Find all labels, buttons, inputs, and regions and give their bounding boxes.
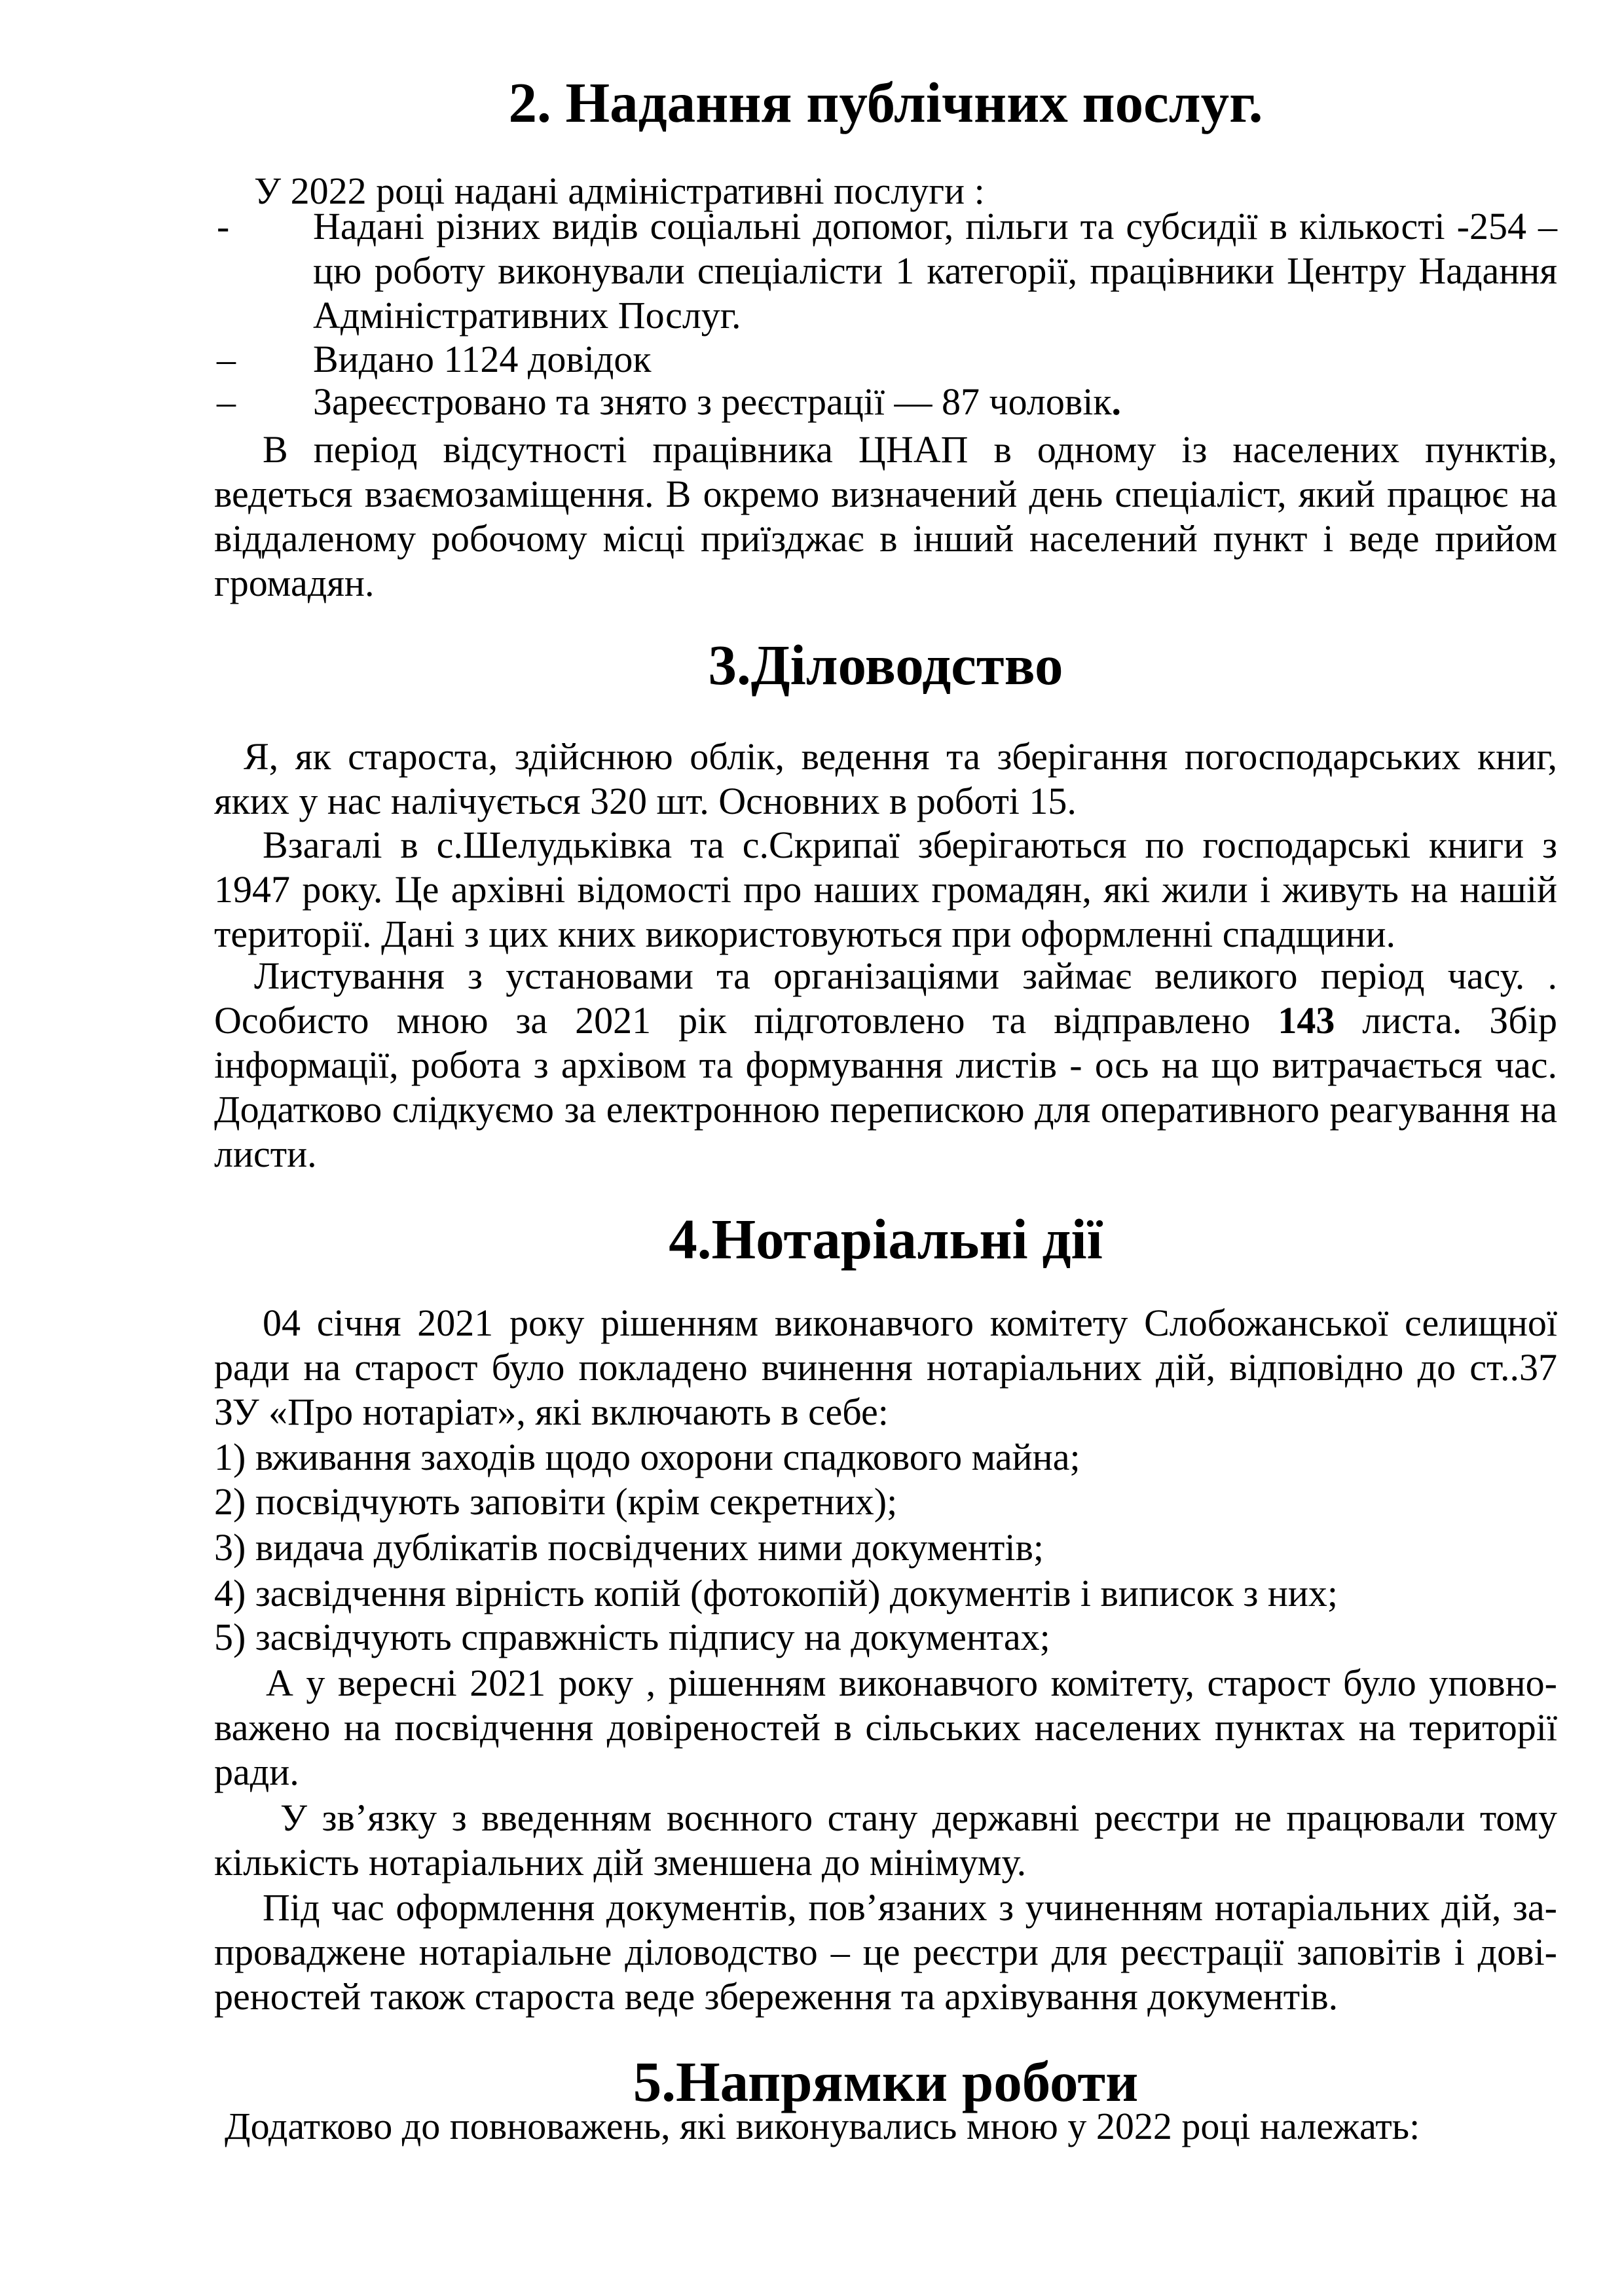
letters-count: 143 — [1278, 999, 1335, 1042]
list-item: 3) видача дублікатів посвідчених ними документів; — [214, 1526, 1044, 1569]
p3-text-a: Листування з установами та організаціями займає великого період часу. . Особисто мною за 2021 рік підготовлено та відправлено — [214, 955, 1557, 1042]
services-intro: У 2022 році надані адміністративні послуги : — [254, 170, 985, 212]
bullet-bold-tail: . — [1111, 380, 1122, 423]
directions-intro: Додатково до повноважень, які виконувались мною у 2022 році належать: — [225, 2105, 1420, 2147]
list-item: 1) вживання заходів щодо охорони спадкового майна; — [214, 1436, 1080, 1478]
list-item: 2) посвідчують заповіти (крім секретних); — [214, 1480, 898, 1523]
section-4-heading: 4.Нотаріальні дії — [669, 1207, 1103, 1271]
bullet-dash: – — [217, 338, 236, 380]
notary-paragraph-3: У зв’язку з введенням воєнного стану державні реєстри не працювали тому кількість нотаріальних дій зменшена до мінімуму. — [214, 1796, 1557, 1884]
section-5-heading: 5.Напрямки роботи — [633, 2050, 1139, 2113]
section-2-heading: 2. Надання публічних послуг. — [508, 71, 1263, 134]
list-item — [214, 337, 1557, 382]
bullet-dash: - — [217, 205, 230, 247]
list-item: 4) засвідчення вірність копій (фотокопій) документів і виписок з них; — [214, 1572, 1338, 1614]
bullet-text: Видано 1124 довідок — [313, 338, 652, 380]
substitution-paragraph: В період відсутності працівника ЦНАП в одному із населених пунктів, ведеться взаємозаміщення. В окремо визначений день спеціаліст, який працює на віддаленому робочому місці приїзджає в інший населений пункт і веде прийом громадян. — [214, 428, 1557, 604]
list-item — [214, 204, 1557, 338]
records-paragraph-2: Взагалі в с.Шелудьківка та с.Скрипаї зберігаються по господарські книги з 1947 року. Це архівні відомості про наших громадян, які жили і живуть на нашій території. Дані з цих кних використовуються при оформленні спадщини. — [214, 824, 1557, 955]
records-paragraph-3 — [214, 954, 1557, 1176]
notary-paragraph-1: 04 січня 2021 року рішенням виконавчого комітету Слобожанської селищної ради на старост було покладено вчинення нотаріальних дій, відповідно до ст..37 ЗУ «Про нотаріат», які включають в себе: — [214, 1302, 1557, 1433]
notary-paragraph-4: Під час оформлення документів, пов’язаних з учиненням нотаріальних дій, за-проваджене нотаріальне діловодство – це реєстри для реєстрації заповітів і дові-реностей також староста веде збереження та архівування документів. — [214, 1886, 1557, 2018]
records-paragraph-1: Я, як староста, здійснюю облік, ведення та зберігання погосподарських книг, яких у нас налічується 320 шт. Основних в роботі 15. — [214, 735, 1557, 822]
bullet-text: Зареєстровано та знято з реєстрації — 87 чоловік — [313, 380, 1112, 423]
bullet-dash: – — [217, 380, 236, 423]
notary-paragraph-2: А у вересні 2021 року , рішенням виконавчого комітету, старост було уповно-важено на посвідчення довіреностей в сільських населених пунктах на території ради. — [214, 1662, 1557, 1793]
p3-text-b: листа. Збір інформації, робота з архівом та формування листів - ось на що витрачається час. Додатково слідкуємо за електронною перепискою для оперативного реагування на листи. — [214, 999, 1557, 1175]
list-item: 5) засвідчують справжність підпису на документах; — [214, 1616, 1050, 1658]
section-3-heading: 3.Діловодство — [708, 633, 1063, 697]
bullet-text: Надані різних видів соціальні допомог, пільги та субсидії в кількості -254 – цю роботу виконували спеціалісти 1 категорії, працівники Центру Надання Адміністративних Послуг. — [313, 205, 1557, 337]
bullet-text-wrap — [313, 380, 1557, 424]
list-item — [214, 380, 1557, 424]
